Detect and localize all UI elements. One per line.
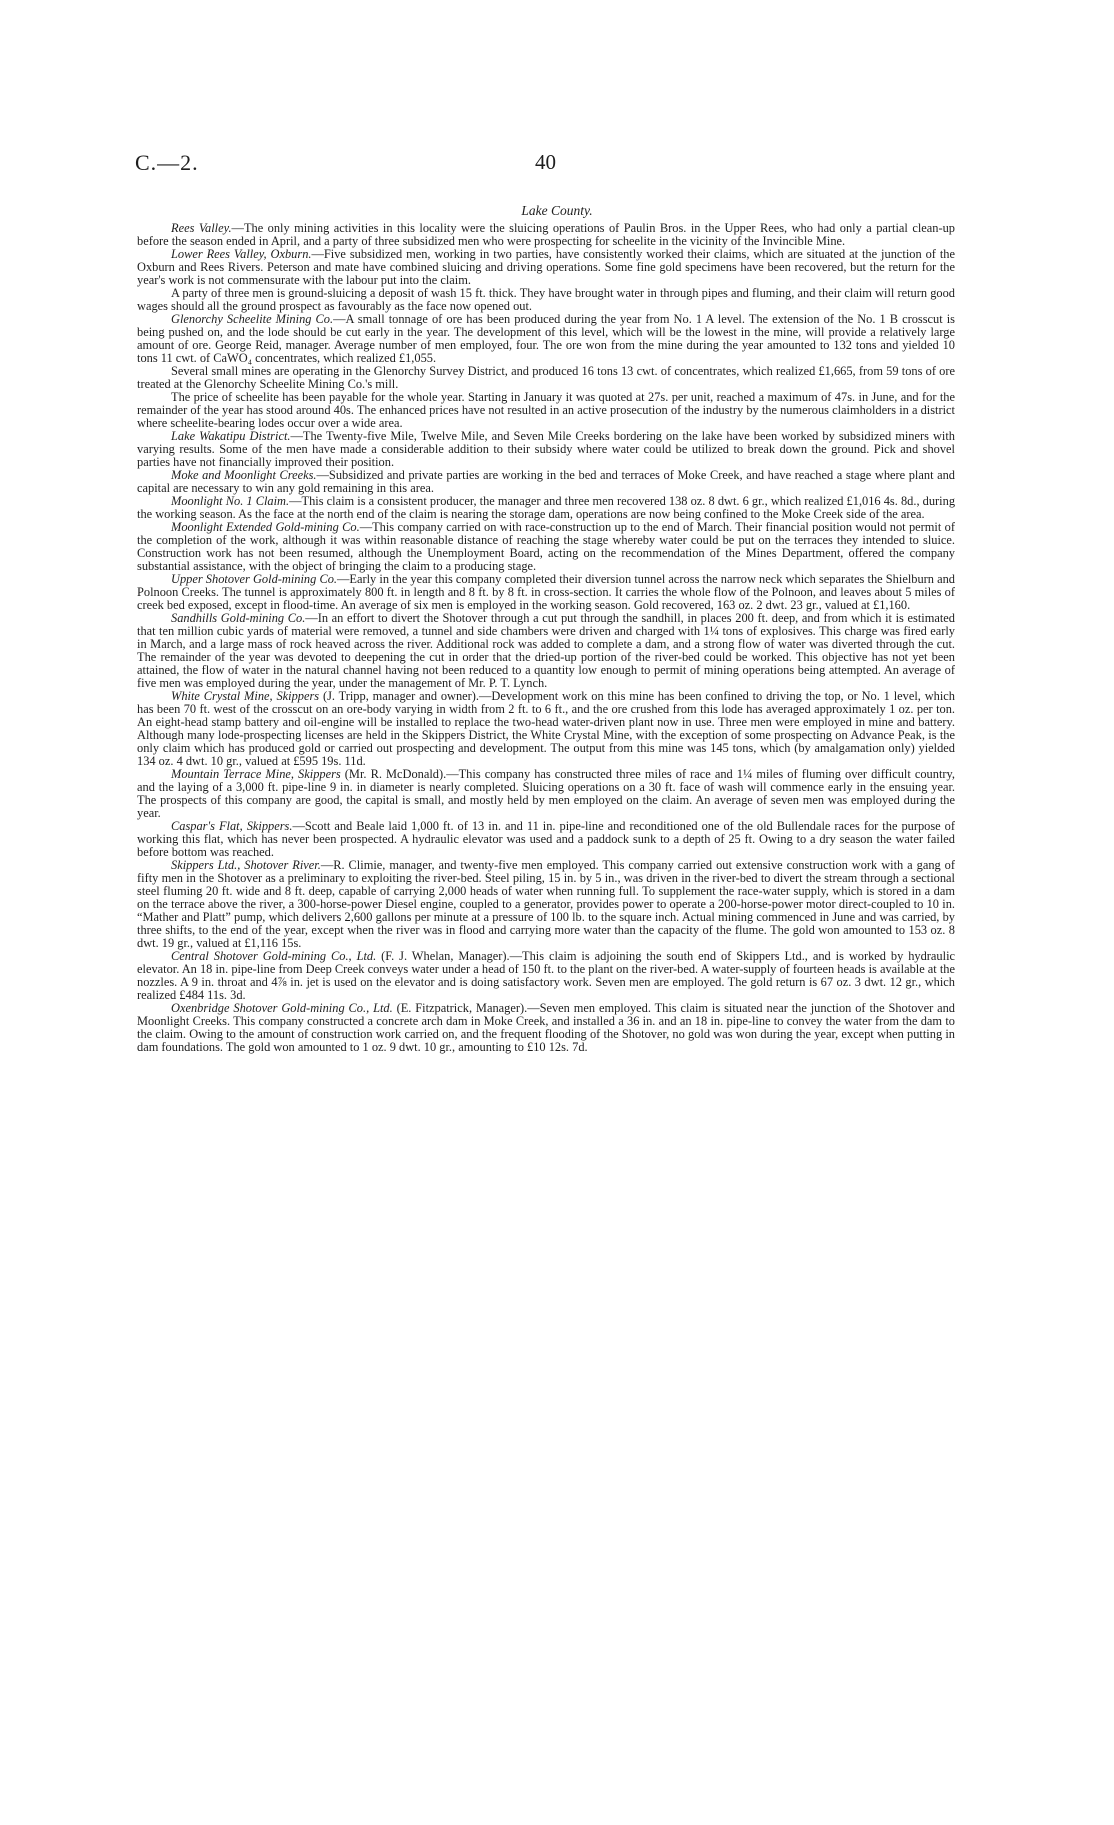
paragraph [137, 469, 955, 495]
paragraph [137, 1002, 955, 1054]
paragraph-lead: Sandhills Gold-mining Co. [171, 611, 306, 625]
paragraph-lead: Oxenbridge Shotover Gold-mining Co., Ltd. [171, 1001, 393, 1015]
paragraph-text: —Five subsidized men, working in two parties, have consistently worked their claims, which are situated at the junction of the Oxburn and Rees Rivers. Peterson and mate have combined sluicing and driving operations. Some fine gold specimens have been recovered, but the return for the year's work is not commensurate with the labour put into the claim. [137, 247, 955, 287]
paragraph-lead: Glenorchy Scheelite Mining Co. [171, 312, 334, 326]
paragraph-text: —A small tonnage of ore has been produced during the year from No. 1 A level. The extension of the No. 1 B crosscut is being pushed on, and the lode should be cut early in the year. The development of this level, which will be the lowest in the mine, will provide a relatively large amount of ore. George Reid, manager. Average number of men employed, four. The ore won from the mine during the year amounted to 132 tons and yielded 10 tons 11 cwt. of CaWO₄ concentrates, which realized £1,055. [137, 312, 956, 365]
paragraph-lead: Moonlight No. 1 Claim. [171, 494, 290, 508]
paragraph [137, 768, 955, 820]
paragraph-lead: Mountain Terrace Mine, Skippers [171, 767, 341, 781]
paragraph [137, 820, 955, 859]
paragraph-lead: Rees Valley. [171, 221, 232, 235]
paragraph [137, 287, 955, 313]
paragraph-text: Several small mines are operating in the Glenorchy Survey District, and produced 16 tons 13 cwt. of concentrates, which realized £1,665, from 59 tons of ore treated at the Glenorchy Scheelite Mining Co.'s mill. [137, 364, 955, 391]
paragraph-lead: White Crystal Mine, Skippers [171, 689, 320, 703]
paragraph-text: —The only mining activities in this locality were the sluicing operations of Paulin Bros. in the Upper Rees, who had only a partial clean-up before the season ended in April, and a party of three subsidized men who were prospecting for scheelite in the vicinity of the Invincible Mine. [137, 221, 955, 248]
paragraph-text: —Scott and Beale laid 1,000 ft. of 13 in. and 11 in. pipe-line and reconditioned one of the old Bullendale races for the purpose of working this flat, which has never been prospected. A hydraulic elevator was used and a paddock sunk to a depth of 25 ft. Owing to a dry season the water failed before bottom was reached. [137, 819, 955, 859]
paragraph-text: —In an effort to divert the Shotover through a cut put through the sandhill, in places 200 ft. deep, and from which it is estimated that ten million cubic yards of material were removed, a tunnel and side chambers were driven and charged with 1¼ tons of explosives. This charge was fired early in March, and a large mass of rock heaved across the river. Additional rock was added to complete a dam, and a strong flow of water was diverted through the cut. The remainder of the year was devoted to deepening the cut in order that the dried-up portion of the river-bed could be worked. This objective has not yet been attained, the flow of water in the natural channel having not been reduced to a quantity low enough to permit of mining operations being attempted. An average of five men was employed during the year, under the management of Mr. P. T. Lynch. [137, 611, 955, 690]
paragraph [137, 391, 955, 430]
paragraph-text: —The Twenty-five Mile, Twelve Mile, and Seven Mile Creeks bordering on the lake have been worked by subsidized miners with varying results. Some of the men have made a considerable addition to their subsidy where water could be utilized to break down the ground. Pick and shovel parties have not financially improved their position. [137, 429, 955, 469]
paragraph-text: (J. Tripp, manager and owner).—Development work on this mine has been confined to driving the top, or No. 1 level, which has been 70 ft. west of the crosscut on an ore-body varying in width from 2 ft. to 6 ft., and the ore crushed from this lode has averaged approximately 1 oz. per ton. An eight-head stamp battery and oil-engine will be installed to replace the two-head water-driven plant now in use. Three men were employed in mine and battery. Although many lode-prospecting licenses are held in the Skippers District, the White Crystal Mine, with the exception of some prospecting on Advance Peak, is the only claim which has produced gold or carried out prospecting and development. The output from this mine was 145 tons, which (by amalgamation only) yielded 134 oz. 4 dwt. 10 gr., valued at £595 19s. 11d. [137, 689, 955, 768]
paragraph [137, 248, 955, 287]
paragraph-lead: Skippers Ltd., Shotover River. [171, 858, 321, 872]
paragraph [137, 495, 955, 521]
paragraph-lead: Lake Wakatipu District. [171, 429, 291, 443]
paragraph [137, 313, 955, 365]
paragraph [137, 573, 955, 612]
paragraph-text: (Mr. R. McDonald).—This company has constructed three miles of race and 1¼ miles of fluming over difficult country, and the laying of a 3,000 ft. pipe-line 9 in. in diameter is nearly completed. Sluicing operations on a 30 ft. face of wash will commence early in the ensuing year. The prospects of this company are good, the capital is small, and mostly held by men employed on the claim. An average of seven men was employed during the year. [137, 767, 955, 820]
paragraph [137, 690, 955, 768]
paragraph-lead: Caspar's Flat, Skippers. [171, 819, 293, 833]
paragraph-text: —Early in the year this company completed their diversion tunnel across the narrow neck which separates the Shielburn and Polnoon Creeks. The tunnel is approximately 800 ft. in length and 8 ft. by 8 ft. in cross-section. It carries the whole flow of the Polnoon, and leaves about 5 miles of creek bed exposed, except in flood-time. An average of six men is employed in the working season. Gold recovered, 163 oz. 2 dwt. 23 gr., valued at £1,160. [137, 572, 956, 612]
paragraph [137, 521, 955, 573]
paragraph-text: The price of scheelite has been payable for the whole year. Starting in January it was quoted at 27s. per unit, reached a maximum of 47s. in June, and for the remainder of the year has stood around 40s. The enhanced prices have not resulted in an active prosecution of the industry by the numerous claimholders in a district where scheelite-bearing lodes occur over a wide area. [137, 390, 955, 430]
section-heading: Lake County. [521, 203, 593, 218]
paragraph [137, 612, 955, 690]
paragraph-text: —Subsidized and private parties are working in the bed and terraces of Moke Creek, and have reached a stage where plant and capital are necessary to win any gold remaining in this area. [137, 468, 955, 495]
paragraph-text: —R. Climie, manager, and twenty-five men employed. This company carried out extensive construction work with a gang of fifty men in the Shotover as a preliminary to exploiting the river-bed. Steel piling, 15 in. by 5 in., was driven in the river-bed to divert the stream through a sectional steel fluming 20 ft. wide and 8 ft. deep, capable of carrying 2,000 heads of water when running full. To supplement the race-water supply, which is stored in a dam on the terrace above the river, a 300-horse-power Diesel engine, coupled to a generator, provides power to operate a 200-horse-power motor direct-coupled to 10 in. “Mather and Platt” pump, which delivers 2,600 gallons per minute at a pressure of 100 lb. to the square inch. Actual mining commenced in June and was carried, by three shifts, to the end of the year, except when the river was in flood and carrying more water than the capacity of the flume. The gold won amounted to 153 oz. 8 dwt. 19 gr., valued at £1,116 15s. [137, 858, 955, 950]
paragraph-text: —This company carried on with race-construction up to the end of March. Their financial position would not permit of the completion of the work, although it was within reasonable distance of reaching the stage whereby water could be put on the terraces they intended to sluice. Construction work has not been resumed, although the Unemployment Board, acting on the recommendation of the Mines Department, offered the company substantial assistance, with the object of bringing the claim to a producing stage. [137, 520, 955, 573]
paragraph-lead: Lower Rees Valley, Oxburn. [171, 247, 312, 261]
paragraph [137, 430, 955, 469]
paragraph [137, 222, 955, 248]
paragraph-lead: Moonlight Extended Gold-mining Co. [171, 520, 360, 534]
paragraph-text: (E. Fitzpatrick, Manager).—Seven men employed. This claim is situated near the junction of the Shotover and Moonlight Creeks. This company constructed a concrete arch dam in Moke Creek, and installed a 36 in. and an 18 in. pipe-line to convey the water from the dam to the claim. Owing to the amount of construction work carried on, and the frequent flooding of the Shotover, no gold was won during the year, except when putting in dam foundations. The gold won amounted to 1 oz. 9 dwt. 10 gr., amounting to £10 12s. 7d. [137, 1001, 955, 1054]
body-text [137, 222, 955, 1054]
document-reference: C.—2. [135, 150, 199, 175]
paragraph-lead: Upper Shotover Gold-mining Co. [171, 572, 338, 586]
paragraph-text: A party of three men is ground-sluicing a deposit of wash 15 ft. thick. They have brought water in through pipes and fluming, and their claim will return good wages should all the ground prospect as favourably as the face now opened out. [137, 286, 955, 313]
paragraph-text: (F. J. Whelan, Manager).—This claim is adjoining the south end of Skippers Ltd., and is worked by hydraulic elevator. An 18 in. pipe-line from Deep Creek conveys water under a head of 150 ft. to the plant on the river-bed. A water-supply of fourteen heads is available at the nozzles. A 9 in. throat and 4⅞ in. jet is used on the elevator and is doing satisfactory work. Seven men are employed. The gold return is 67 oz. 3 dwt. 12 gr., which realized £484 11s. 3d. [137, 949, 956, 1002]
paragraph [137, 859, 955, 950]
paragraph-text: —This claim is a consistent producer, the manager and three men recovered 138 oz. 8 dwt. 6 gr., which realized £1,016 4s. 8d., during the working season. As the face at the north end of the claim is nearing the storage dam, operations are now being confined to the Moke Creek side of the area. [137, 494, 956, 521]
page-number: 40 [535, 150, 556, 174]
paragraph-lead: Moke and Moonlight Creeks. [171, 468, 317, 482]
paragraph-lead: Central Shotover Gold-mining Co., Ltd. [171, 949, 377, 963]
paragraph [137, 950, 955, 1002]
paragraph [137, 365, 955, 391]
